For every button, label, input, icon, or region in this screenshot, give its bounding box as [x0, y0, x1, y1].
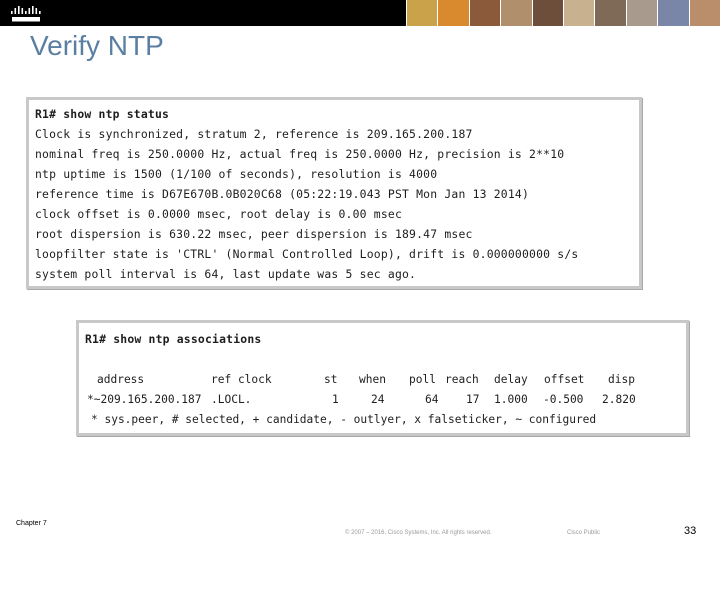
status-line: ntp uptime is 1500 (1/100 of seconds), resolution is 4000: [35, 167, 438, 181]
table-cell: *~209.165.200.187: [87, 393, 202, 406]
classification-label: Cisco Public: [567, 530, 601, 536]
status-line: clock offset is 0.0000 msec, root delay is 0.00 msec: [35, 207, 403, 221]
header-photo-strip: [407, 0, 720, 26]
header-photo: [595, 0, 625, 26]
header-photo: [470, 0, 500, 26]
associations-command: R1# show ntp associations: [85, 332, 262, 346]
column-header: reach: [445, 373, 479, 386]
column-header: poll: [409, 373, 436, 386]
table-cell: .LOCL.: [211, 393, 252, 406]
table-row: [87, 390, 636, 410]
status-line: system poll interval is 64, last update was 5 sec ago.: [35, 267, 417, 281]
column-header: ref clock: [211, 373, 272, 386]
column-header: st: [324, 373, 338, 386]
header-photo: [690, 0, 720, 26]
header-photo: [564, 0, 594, 26]
table-cell: 1: [332, 393, 339, 406]
table-header-row: [97, 370, 635, 390]
chapter-label: Chapter 7: [16, 520, 47, 527]
status-line: nominal freq is 250.0000 Hz, actual freq is 250.0000 Hz, precision is 2**10: [35, 147, 565, 161]
header-bar: [0, 0, 406, 26]
table-cell: 24: [371, 393, 385, 406]
ntp-status-output: [26, 97, 642, 289]
table-cell: -0.500: [543, 393, 584, 406]
table-cell: 17: [466, 393, 480, 406]
table-cell: 64: [425, 393, 439, 406]
column-header: address: [97, 373, 145, 386]
table-cell: 2.820: [602, 393, 636, 406]
header-photo: [438, 0, 468, 26]
status-line: root dispersion is 630.22 msec, peer dispersion is 189.47 msec: [35, 227, 473, 241]
page-number: 33: [684, 525, 697, 537]
associations-table: [87, 370, 636, 410]
header-photo: [627, 0, 657, 26]
header-photo: [501, 0, 531, 26]
copyright-notice: © 2007 – 2016, Cisco Systems, Inc. All rights reserved.: [345, 530, 492, 536]
status-line: Clock is synchronized, stratum 2, reference is 209.165.200.187: [35, 127, 473, 141]
column-header: offset: [544, 373, 585, 386]
column-header: when: [359, 373, 386, 386]
slide-title: Verify NTP: [30, 30, 164, 61]
table-cell: 1.000: [494, 393, 528, 406]
associations-legend: * sys.peer, # selected, + candidate, - outlyer, x falseticker, ~ configured: [91, 413, 597, 426]
cisco-logo-icon: [10, 5, 42, 23]
header-photo: [533, 0, 563, 26]
status-line: loopfilter state is 'CTRL' (Normal Controlled Loop), drift is 0.000000000 s/s: [35, 247, 579, 261]
header-photo: [407, 0, 437, 26]
ntp-associations-output: [76, 320, 689, 436]
status-command: R1# show ntp status: [35, 107, 170, 121]
column-header: delay: [494, 373, 528, 386]
header-photo: [658, 0, 688, 26]
column-header: disp: [608, 373, 635, 386]
status-line: reference time is D67E670B.0B020C68 (05:22:19.043 PST Mon Jan 13 2014): [35, 187, 530, 201]
